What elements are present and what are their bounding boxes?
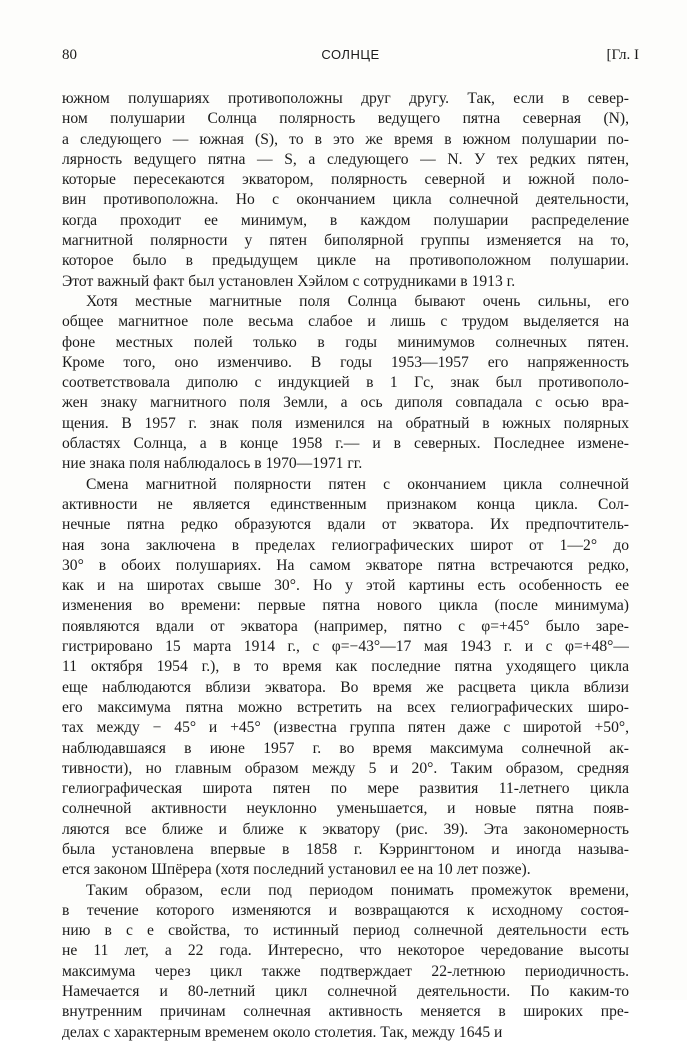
text-line: ном полушарии Солнца полярность ведущего пятна северная (N), (62, 110, 629, 128)
text-line: появляются вдали от экватора (например, пятно с φ=+45° было заре- (62, 617, 629, 635)
text-line: магнитной полярности у пятен биполярной группы изменяется на то, (62, 232, 629, 250)
text-line: Смена магнитной полярности пятен с окончанием цикла солнечной (86, 475, 629, 493)
paragraph (62, 89, 629, 292)
text-line: ляются все ближе и ближе к экватору (рис. 39). Эта закономерность (62, 820, 629, 838)
text-line: соответствовала диполю с индукцией в 1 Гс, знак был противополо- (62, 374, 629, 392)
text-line: как и на широтах свыше 30°. Но у этой картины есть особенность ее (62, 577, 629, 595)
text-line: вин противоположна. Но с окончанием цикла солнечной деятельности, (62, 191, 629, 209)
text-line: 11 октября 1954 г.), в то время как последние пятна уходящего цикла (62, 658, 629, 676)
text-line: Этот важный факт был установлен Хэйлом с сотрудниками в 1913 г. (62, 272, 516, 290)
text-line: жен знаку магнитного поля Земли, а ось диполя совпадала с осью вра- (62, 394, 629, 412)
body-text (62, 89, 629, 1043)
text-line: изменения во времени: первые пятна нового цикла (после минимума) (62, 597, 629, 615)
text-line: гелиографическая широта пятен по мере развития 11-летнего цикла (62, 780, 629, 798)
text-line: тивности), но главным образом между 5 и 20°. Таким образом, средняя (62, 759, 629, 777)
text-line: фоне местных полей только в годы минимумов солнечных пятен. (62, 333, 629, 351)
text-line: которое было в предыдущем цикле на противоположном полушарии. (62, 252, 629, 270)
paragraph (62, 475, 629, 881)
text-line: 30° в обоих полушариях. На самом экваторе пятна встречаются редко, (62, 556, 629, 574)
text-line: а следующего — южная (S), то в это же время в южном полушарии по- (62, 130, 629, 148)
text-line: делах с характерным временем около столетия. Так, между 1645 и (62, 1023, 503, 1041)
text-line: не 11 лет, а 22 года. Интересно, что некоторое чередование высоты (62, 942, 629, 960)
text-line: гистрировано 15 марта 1914 г., с φ=−43°—17 мая 1943 г. и с φ=+48°— (62, 638, 629, 656)
page-number: 80 (62, 47, 77, 63)
page-header (62, 44, 639, 66)
text-line: щения. В 1957 г. знак поля изменился на обратный в южных полярных (62, 414, 629, 432)
paragraph (62, 881, 629, 1043)
running-title: СОЛНЦЕ (321, 47, 380, 62)
text-line: областях Солнца, а в конце 1958 г.— и в северных. Последнее измене- (62, 435, 629, 453)
text-line: ная зона заключена в пределах гелиографических широт от 1—2° до (62, 536, 629, 554)
text-line: лярность ведущего пятна — S, а следующего — N. У тех редких пятен, (62, 150, 629, 168)
text-line: южном полушариях противоположны друг другу. Так, если в север- (62, 90, 629, 107)
text-line: Намечается и 80-летний цикл солнечной деятельности. По каким-то (62, 983, 629, 1001)
text-line: Хотя местные магнитные поля Солнца бывают очень сильны, его (86, 292, 629, 310)
text-line: солнечной активности неуклонно уменьшается, и новые пятна появ- (62, 800, 629, 818)
text-line: наблюдавшаяся в июне 1957 г. во время максимума солнечной ак- (62, 739, 629, 757)
text-line: общее магнитное поле весьма слабое и лишь с трудом выделяется на (62, 313, 629, 331)
text-line: еще наблюдаются вблизи экватора. Во время же расцвета цикла вблизи (62, 678, 629, 696)
text-line: Таким образом, если под периодом понимать промежуток времени, (86, 881, 629, 899)
text-line: внутренним причинам солнечная активность меняется в широких пре- (62, 1003, 629, 1021)
text-line: его максимума пятна можно встретить на всех гелиографических широ- (62, 698, 629, 716)
text-line: активности не является единственным признаком конца цикла. Сол- (62, 495, 629, 513)
text-line: максимума через цикл также подтверждает 22-летнюю периодичность. (62, 962, 629, 980)
text-line: ется законом Шпёрера (хотя последний установил ее на 10 лет позже). (62, 861, 531, 879)
text-line: в течение которого изменяются и возвращаются к исходному состоя- (62, 901, 629, 919)
text-line: нечные пятна редко образуются вдали от экватора. Их предпочтитель- (62, 516, 629, 534)
chapter-reference: [Гл. I (606, 47, 639, 63)
text-line: была установлена впервые в 1858 г. Кэррингтоном и иногда называ- (62, 840, 629, 858)
text-line: тах между − 45° и +45° (известна группа пятен даже с широтой +50°, (62, 719, 629, 737)
text-line: ние знака поля наблюдалось в 1970—1971 гг. (62, 455, 363, 473)
text-line: которые пересекаются экватором, полярность северной и южной поло- (62, 171, 629, 189)
text-line: Кроме того, оно изменчиво. В годы 1953—1957 его напряженность (62, 353, 629, 371)
text-line: нию в с е свойства, то истинный период солнечной деятельности есть (62, 922, 629, 940)
paragraph (62, 292, 629, 475)
text-line: когда проходит ее минимум, в каждом полушарии распределение (62, 211, 629, 229)
